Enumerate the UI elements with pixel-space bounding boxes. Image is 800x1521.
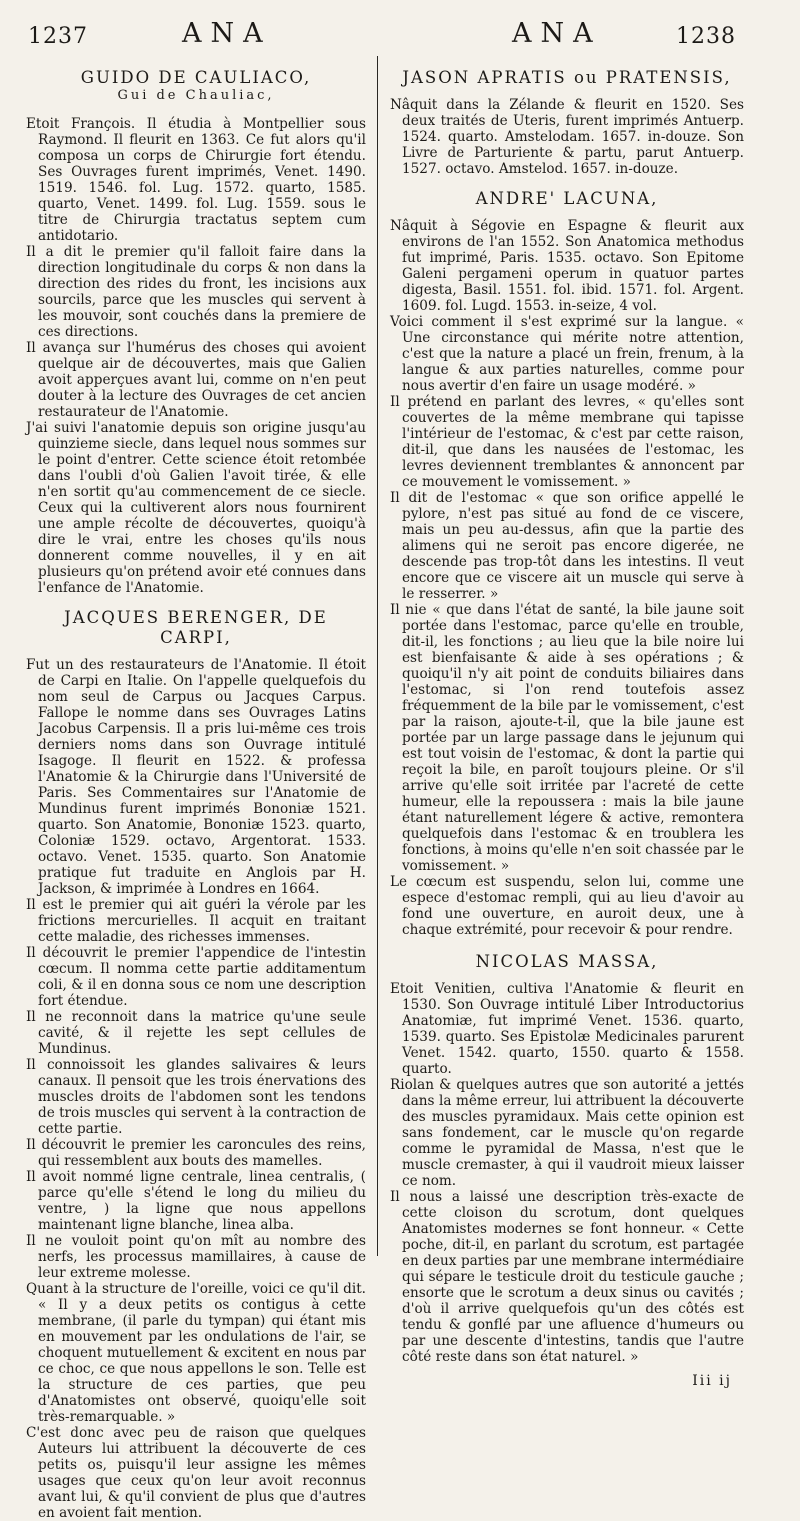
catchword: Iii ij (692, 1373, 732, 1389)
paragraph: Il est le premier qui ait guéri la vérole par les frictions mercurielles. Il acquit en traitant cette maladie, des richesses immenses. (26, 897, 366, 945)
paragraph: Il nie « que dans l'état de santé, la bile jaune soit portée dans l'estomac, parce qu'elle en trouble, dit-il, les fonctions ; au lieu que la bile noire lui est bienfaisante & aide à ses opérations ; & quoiqu'il n'y ait point de conduits biliaires dans l'estomac, si l'on rend toutefois assez fréquemment de la bile par le vomissement, c'est par la raison, ajoute-t-il, que la bile jaune est portée par un large passage dans le jejunum qui est tout voisin de l'estomac, & dont la partie qui reçoit la bile, en paroît toujours pleine. Or s'il arrive qu'elle soit irritée par l'acreté de cette humeur, elle la repoussera : mais la bile jaune étant naturellement légere & active, remontera quelquefois dans l'estomac & en troublera les fonctions, à moins qu'elle n'en soit chassée par le vomissement. » (390, 602, 744, 874)
paragraph: Il avoit nommé ligne centrale, linea centralis, ( parce qu'elle s'étend le long du milieu du ventre, ) la ligne que nous appellons maintenant ligne blanche, linea alba. (26, 1169, 366, 1233)
paragraph: J'ai suivi l'anatomie depuis son origine jusqu'au quinzieme siecle, dans lequel nous sommes sur le point d'entrer. Cette science étoit retombée dans l'oubli d'où Galien l'avoit tirée, & elle n'en sortit qu'au commencement de ce siecle. Ceux qui la cultiverent alors nous fournirent une ample récolte de découvertes, quoiqu'à dire le vrai, entre les choses qu'ils nous donnerent comme nouvelles, il y en ait plusieurs qu'on prétend avoir eté connues dans l'enfance de l'Anatomie. (26, 420, 366, 596)
paragraph: Etoit Venitien, cultiva l'Anatomie & fleurit en 1530. Son Ouvrage intitulé Liber Introductorius Anatomiæ, fut imprimé Venet. 1536. quarto, 1539. quarto. Ses Epistolæ Medicinales parurent Venet. 1542. quarto, 1550. quarto & 1558. quarto. (390, 981, 744, 1077)
entry-subheading-chauliac: Gui de Chauliac, (117, 88, 275, 103)
paragraph: Il dit de l'estomac « que son orifice appellé le pylore, n'est pas situé au fond de ce viscere, mais un peu au-dessus, afin que la partie des alimens qui ne seroit pas encore digerée, ne descende pas trop-tôt dans les intestins. Il veut encore que ce viscere ait un muscle qui serve à le resserrer. » (390, 490, 744, 602)
paragraph: Riolan & quelques autres que son autorité a jettés dans la même erreur, lui attribuent la découverte des muscles pyramidaux. Mais cette opinion est sans fondement, car le muscle qu'on regarde comme le pyramidal de Massa, n'est que le muscle cremaster, à qui il vaudroit mieux laisser ce nom. (390, 1077, 744, 1189)
paragraph: Voici comment il s'est exprimé sur la langue. « Une circonstance qui mérite notre attention, c'est que la nature a placé un frein, frenum, à la langue & aux parties naturelles, comme pour nous avertir d'en faire un usage modéré. » (390, 314, 744, 394)
running-title-left: ANA (182, 18, 272, 49)
entry-heading-pratensis: JASON APRATIS ou PRATENSIS, (402, 68, 732, 87)
paragraph: Il découvrit le premier l'appendice de l'intestin cœcum. Il nomma cette partie additamentum coli, & il en donna sous ce nom une description fort étendue. (26, 945, 366, 1009)
page-number-right: 1238 (676, 24, 736, 49)
running-header (0, 18, 800, 52)
paragraph: Nâquit à Ségovie en Espagne & fleurit aux environs de l'an 1552. Son Anatomica methodus fut imprimé, Paris. 1535. octavo. Son Epitome Galeni pergameni operum in quatuor partes digesta, Basil. 1551. fol. ibid. 1571. fol. Argent. 1609. fol. Lugd. 1553. in-seize, 4 vol. (390, 218, 744, 314)
paragraph: Il ne vouloit point qu'on mît au nombre des nerfs, les processus mamillaires, à cause de leur extreme molesse. (26, 1233, 366, 1281)
paragraph: Etoit François. Il étudia à Montpellier sous Raymond. Il fleurit en 1363. Ce fut alors qu'il composa un corps de Chirurgie fort étendu. Ses Ouvrages furent imprimés, Venet. 1490. 1519. 1546. fol. Lug. 1572. quarto, 1585. quarto, Venet. 1499. fol. Lug. 1559. sous le titre de Chirurgia tractatus septem cum antidotario. (26, 116, 366, 244)
paragraph: Il avança sur l'humérus des choses qui avoient quelque air de découvertes, mais que Galien avoit apperçues avant lui, comme on n'en peut douter à la lecture des Ouvrages de cet ancien restaurateur de l'Anatomie. (26, 340, 366, 420)
entry-heading-lacuna: ANDRE' LACUNA, (475, 189, 659, 208)
paragraph: Il connoissoit les glandes salivaires & leurs canaux. Il pensoit que les trois énervations des muscles droits de l'abdomen sont les tendons de trois muscles qui servent à la contraction de cette partie. (26, 1057, 366, 1137)
left-column (26, 64, 366, 1521)
paragraph: Quant à la structure de l'oreille, voici ce qu'il dit. « Il y a deux petits os contigus à cette membrane, (il parle du tympan) qui étant mis en mouvement par les ondulations de l'air, se choquent mutuellement & excitent en nous par ce choc, ce que nous appellons le son. Telle est la structure de ces parties, que peu d'Anatomistes ont observé, quoiqu'elle soit très-remarquable. » (26, 1281, 366, 1425)
entry-heading-massa: NICOLAS MASSA, (475, 952, 659, 971)
paragraph: Le cœcum est suspendu, selon lui, comme une espece d'estomac rempli, qui au lieu d'avoir au fond une ouverture, en auroit deux, une à chaque extrémité, pour recevoir & pour rendre. (390, 874, 744, 938)
entry-heading-cauliaco: GUIDO DE CAULIACO, (80, 68, 312, 87)
entry-heading-berenger: JACQUES BERENGER, DE CARPI, (64, 608, 328, 647)
right-column (390, 64, 744, 1389)
paragraph: Fut un des restaurateurs de l'Anatomie. Il étoit de Carpi en Italie. On l'appelle quelquefois du nom seul de Carpus ou Jacques Carpus. Fallope le nomme dans ses Ouvrages Latins Jacobus Carpensis. Il a pris lui-même ces trois derniers noms dans son Ouvrage intitulé Isagoge. Il fleurit en 1522. & professa l'Anatomie & la Chirurgie dans l'Université de Paris. Ses Commentaires sur l'Anatomie de Mundinus furent imprimés Bononiæ 1521. quarto. Son Anatomie, Bononiæ 1523. quarto, Coloniæ 1529. octavo, Argentorat. 1533. octavo. Venet. 1535. quarto. Son Anatomie pratique fut traduite en Anglois par H. Jackson, & imprimée à Londres en 1664. (26, 657, 366, 897)
column-divider (377, 56, 378, 1256)
paragraph: Nâquit dans la Zélande & fleurit en 1520. Ses deux traités de Uteris, furent imprimés Antuerp. 1524. quarto. Amstelodam. 1657. in-douze. Son Livre de Parturiente & partu, parut Antuerp. 1527. octavo. Amstelod. 1657. in-douze. (390, 97, 744, 177)
running-title-right: ANA (512, 18, 602, 49)
paragraph: Il prétend en parlant des levres, « qu'elles sont couvertes de la même membrane qui tapisse l'intérieur de l'estomac, & c'est par cette raison, dit-il, que dans les nausées de l'estomac, les levres deviennent tremblantes & annoncent par ce mouvement le vomissement. » (390, 394, 744, 490)
paragraph: Il a dit le premier qu'il falloit faire dans la direction longitudinale du corps & non dans la direction des rides du front, les incisions aux sourcils, parce que les muscles qui servent à les mouvoir, sont couchés dans la premiere de ces directions. (26, 244, 366, 340)
paragraph: Il découvrit le premier les caroncules des reins, qui ressemblent aux bouts des mamelles. (26, 1137, 366, 1169)
paragraph: Il nous a laissé une description très-exacte de cette cloison du scrotum, dont quelques Anatomistes modernes se font honneur. « Cette poche, dit-il, en parlant du scrotum, est partagée en deux parties par une membrane intermédiaire qui sépare le testicule droit du testicule gauche ; ensorte que le scrotum a deux sinus ou cavités ; d'où il arrive quelquefois qu'un des côtés est tendu & gonflé par une afluence d'humeurs ou par une descente d'intestins, tandis que l'autre côté reste dans son état naturel. » (390, 1189, 744, 1365)
paragraph: C'est donc avec peu de raison que quelques Auteurs lui attribuent la découverte de ces petits os, puisqu'il leur assigne les mêmes usages que ceux qu'on leur avoit reconnus avant lui, & qu'il convient de plus que d'autres en avoient fait mention. (26, 1425, 366, 1521)
paragraph: Il ne reconnoit dans la matrice qu'une seule cavité, & il rejette les sept cellules de Mundinus. (26, 1009, 366, 1057)
page-number-left: 1237 (28, 24, 88, 49)
